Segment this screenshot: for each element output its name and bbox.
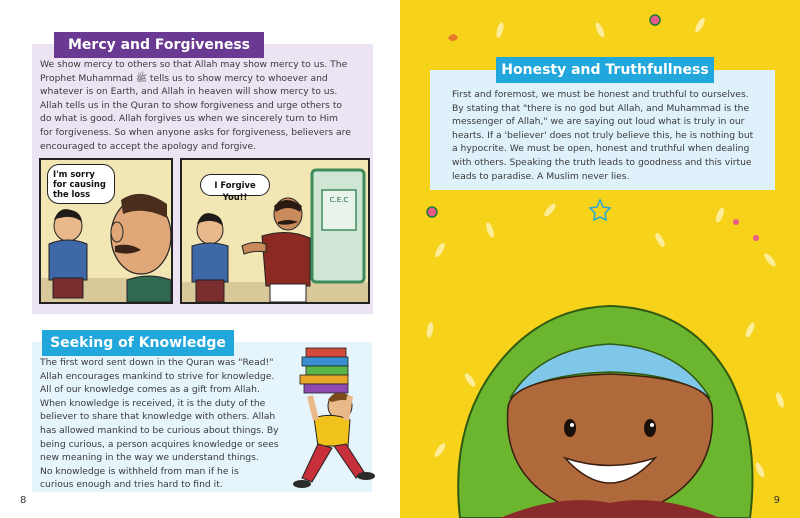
door-sign-text: C.E.C [329,196,349,204]
mercy-section-title: Mercy and Forgiveness [54,32,264,58]
mercy-line: do what is good. Allah forgives us when we sincerely turn to Him [40,113,338,125]
honesty-line: By stating that "there is no god but Allah, and Muhammad is the [452,102,750,114]
comic-panel-forgive [180,158,370,304]
knowledge-section-title: Seeking of Knowledge [42,330,234,356]
knowledge-line: The first word sent down in the Quran was "Read!" [40,357,274,368]
knowledge-line: believer to share that knowledge with others. Allah [40,411,276,423]
mercy-line: for forgiveness. So when anyone asks for forgiveness, believers are [40,126,351,138]
knowledge-line: When knowledge is received, it is the duty of the [40,397,266,409]
honesty-line: hearts. If a 'believer' does not truly believe this, he is nothing but [452,129,754,141]
mercy-line: Prophet Muhammad ﷺ tells us to show mercy to whoever and [40,72,328,84]
mercy-line: Allah tells us in the Quran to show forgiveness and urge others to [40,99,343,111]
mercy-line: We show mercy to others so that Allah may show mercy to us. The [40,59,348,70]
page-number-right: 9 [773,495,780,506]
mercy-line: whatever is on Earth, and Allah in heaven will show mercy to us. [40,86,338,98]
speech-bubble-forgive: I Forgive You!! [200,174,270,196]
boy-carrying-books-illustration [272,340,382,500]
mercy-line: encouraged to accept the apology and forgive. [40,140,257,152]
honesty-line: messenger of Allah," we are saying out loud what is truly in our [452,116,745,128]
knowledge-paragraph [40,356,290,492]
bubble-line: I'm sorry [53,169,95,179]
girl-in-hijab-illustration [400,278,800,518]
knowledge-line: new meaning in the way we understand things. [40,452,259,464]
page-number-left: 8 [20,495,27,506]
honesty-line: leads to paradise. A Muslim never lies. [452,170,630,182]
comic-panel-apology [39,158,173,304]
knowledge-line: curious enough and tries hard to find it. [40,479,223,491]
right-page [400,0,800,518]
knowledge-line: has allowed mankind to be curious about things. By [40,424,279,436]
knowledge-line: Allah encourages mankind to strive for knowledge. [40,370,275,382]
honesty-line: with others. Speaking the truth leads to goodness and this virtue [452,156,752,168]
mercy-paragraph [40,58,370,153]
bubble-line: the loss [53,189,91,199]
bubble-line: for causing [53,179,106,189]
knowledge-line: All of our knowledge comes as a gift from Allah. [40,384,260,396]
speech-bubble-apology [47,164,115,204]
honesty-line: First and foremost, we must be honest and truthful to ourselves. [452,89,749,100]
knowledge-line: being curious, a person acquires knowledge or sees [40,438,279,450]
honesty-line: a hypocrite. We must be open, honest and truthful when dealing [452,143,750,155]
honesty-section-title: Honesty and Truthfullness [496,57,714,83]
honesty-paragraph [452,88,770,183]
knowledge-line: No knowledge is withheld from man if he is [40,465,239,477]
